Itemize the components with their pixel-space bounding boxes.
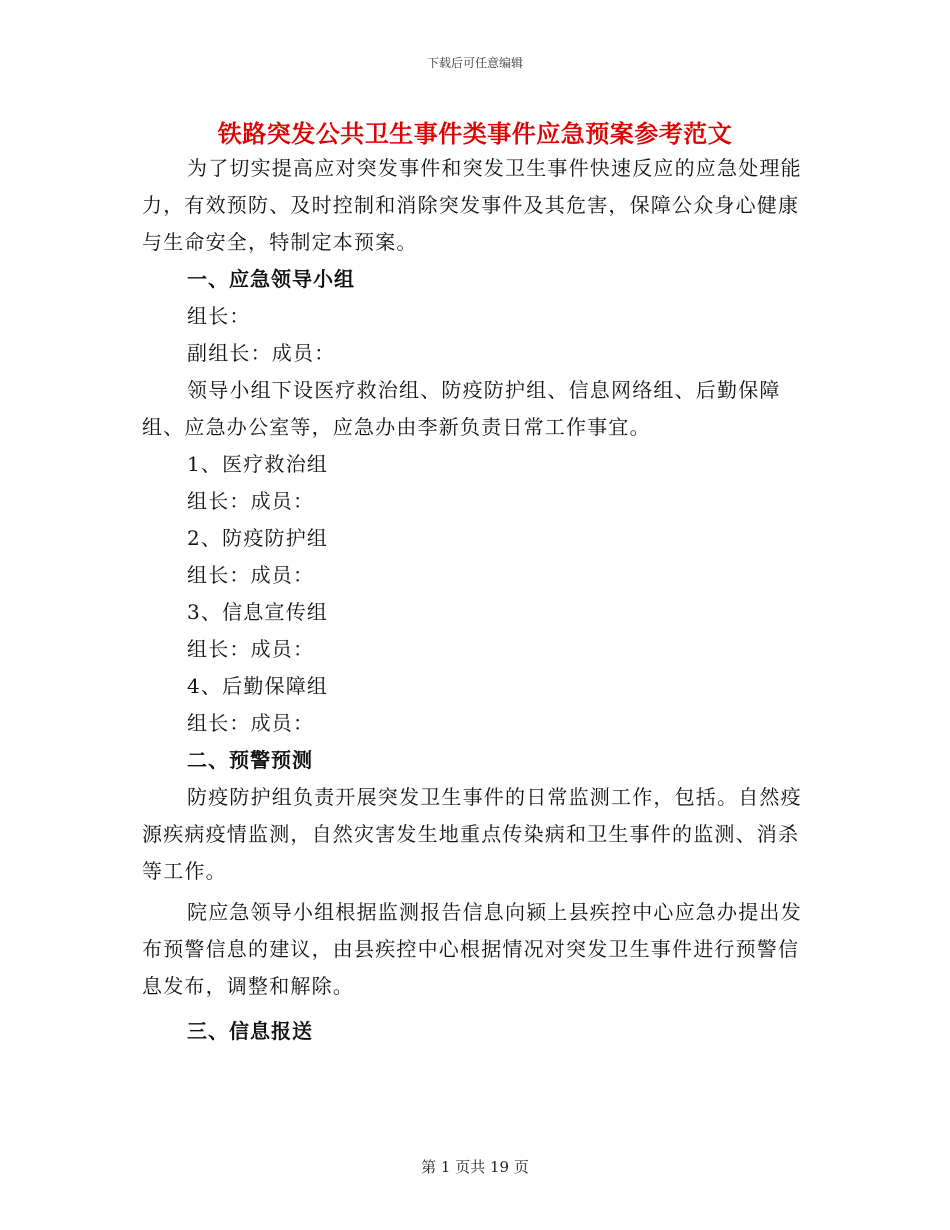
section-2-paragraph-1: 防疫防护组负责开展突发卫生事件的日常监测工作，包括。自然疫源疾病疫情监测，自然灾害发生地重点传染病和卫生事件的监测、消杀等工作。 — [142, 785, 802, 883]
document-title: 铁路突发公共卫生事件类事件应急预案参考范文 — [217, 120, 733, 148]
section-1-heading: 一、应急领导小组 — [187, 267, 355, 291]
intro-paragraph: 为了切实提高应对突发事件和突发卫生事件快速反应的应急处理能力，有效预防、及时控制和消除突发事件及其危害，保障公众身心健康与生命安全，特制定本预案。 — [142, 156, 802, 254]
group-4-name: 4、后勤保障组 — [187, 674, 329, 698]
section-1-description: 领导小组下设医疗救治组、防疫防护组、信息网络组、后勤保障组、应急办公室等，应急办由李新负责日常工作事宜。 — [142, 378, 781, 439]
section-2-paragraph-2: 院应急领导小组根据监测报告信息向颍上县疾控中心应急办提出发布预警信息的建议，由县疾控中心根据情况对突发卫生事件进行预警信息发布，调整和解除。 — [142, 900, 802, 998]
group-2-name: 2、防疫防护组 — [187, 526, 329, 550]
document-body — [142, 150, 802, 1050]
leader-line: 组长： — [187, 304, 251, 328]
deputy-line: 副组长：成员： — [187, 341, 336, 365]
page-header: 下载后可任意编辑 — [426, 56, 523, 70]
group-1-members: 组长：成员： — [187, 489, 315, 513]
group-1-name: 1、医疗救治组 — [187, 452, 329, 476]
section-2-heading: 二、预警预测 — [187, 748, 313, 772]
group-2-members: 组长：成员： — [187, 563, 315, 587]
section-3-heading: 三、信息报送 — [187, 1019, 313, 1043]
group-3-members: 组长：成员： — [187, 637, 315, 661]
group-4-members: 组长：成员： — [187, 711, 315, 735]
page-footer: 第 1 页共 19 页 — [421, 1158, 529, 1176]
group-3-name: 3、信息宣传组 — [187, 600, 329, 624]
